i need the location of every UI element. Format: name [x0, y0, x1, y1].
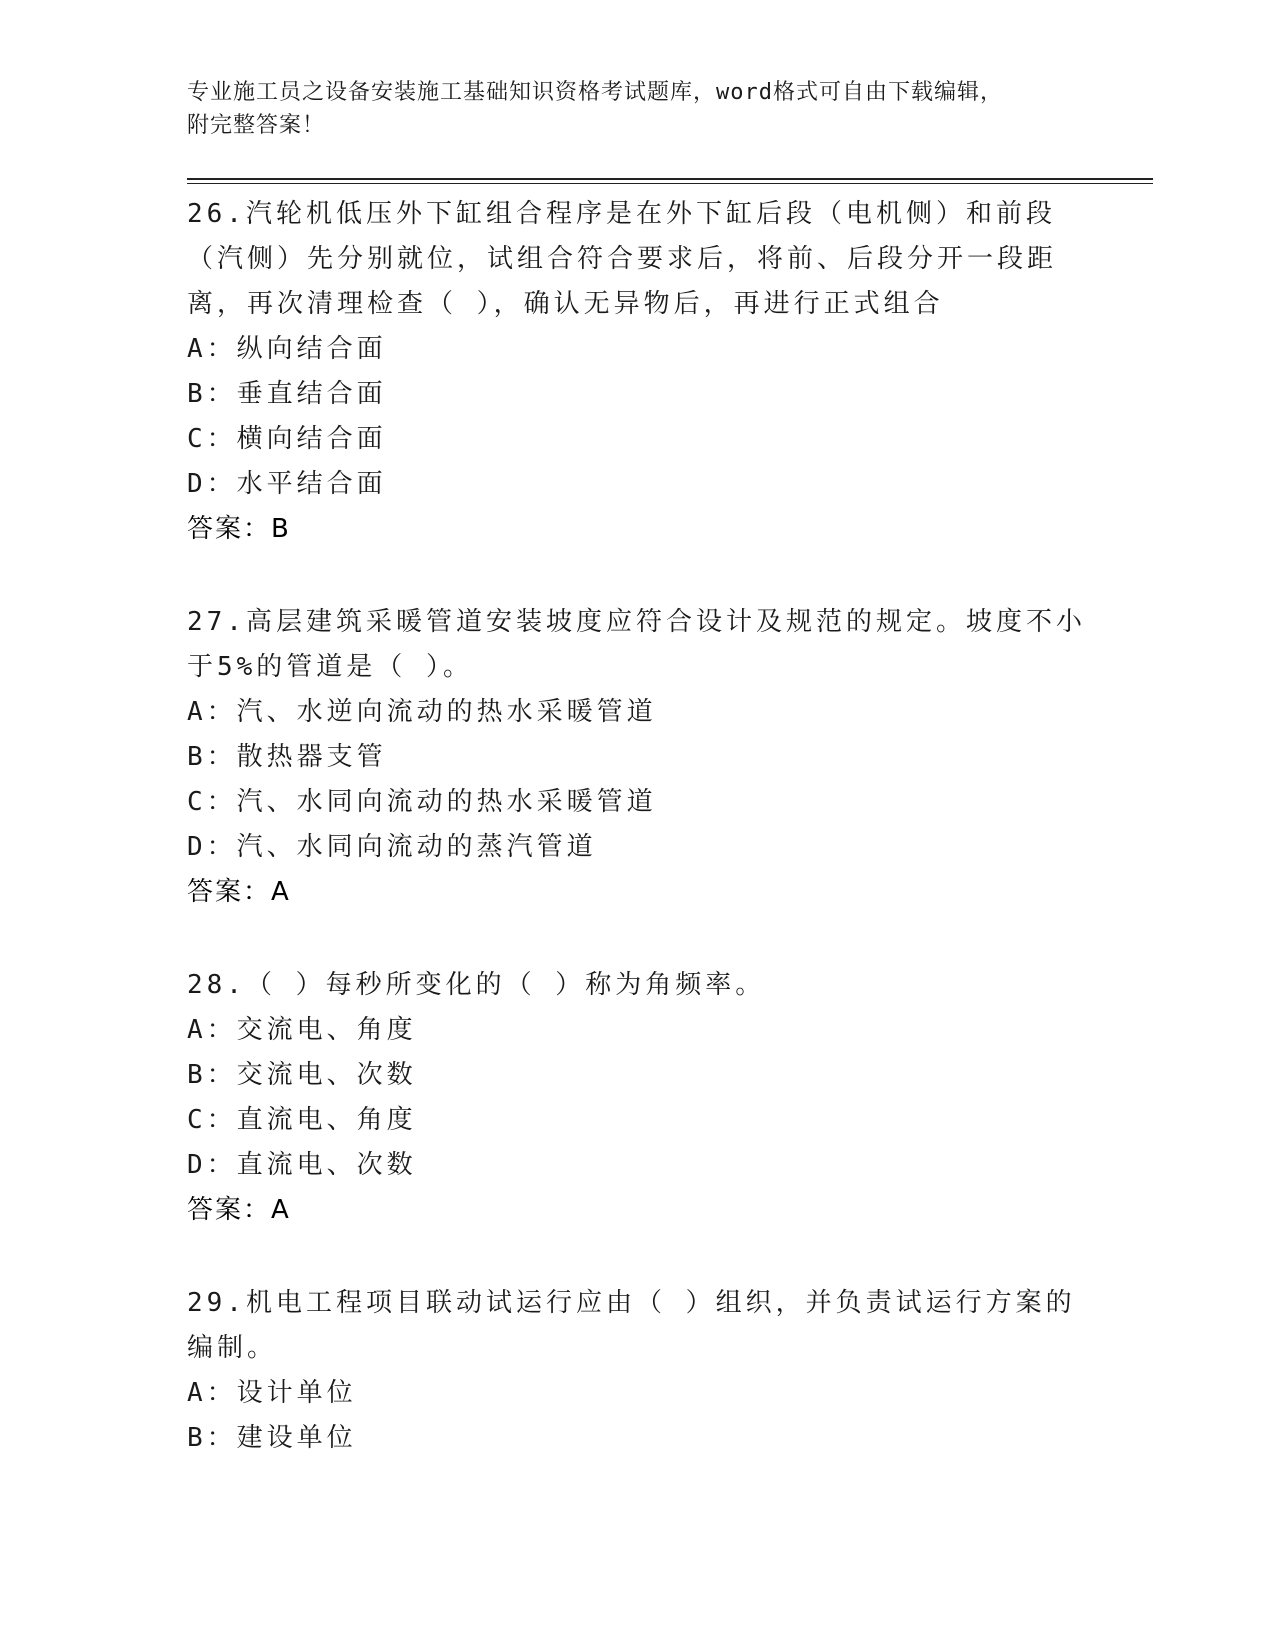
question-26	[187, 192, 1087, 552]
answer-label: 答案：A	[187, 1195, 291, 1225]
option-b: B：交流电、次数	[187, 1060, 417, 1090]
option-b: B：建设单位	[187, 1423, 357, 1453]
answer-label: 答案：B	[187, 514, 291, 544]
option-c: C：汽、水同向流动的热水采暖管道	[187, 787, 657, 817]
document-header	[187, 76, 1067, 142]
question-29	[187, 1281, 1087, 1461]
option-d: D：汽、水同向流动的蒸汽管道	[187, 832, 597, 862]
header-line-1: 专业施工员之设备安装施工基础知识资格考试题库，word格式可自由下载编辑，	[187, 80, 1003, 105]
question-stem: 27.高层建筑采暖管道安装坡度应符合设计及规范的规定。坡度不小于5%的管道是（ ）。	[187, 607, 1086, 682]
question-stem: 29.机电工程项目联动试运行应由（ ）组织，并负责试运行方案的编制。	[187, 1288, 1076, 1363]
option-a: A：纵向结合面	[187, 334, 387, 364]
question-28	[187, 963, 1087, 1233]
question-stem: 28.（ ）每秒所变化的（ ）称为角频率。	[187, 970, 766, 1000]
option-c: C：直流电、角度	[187, 1105, 417, 1135]
option-b: B：垂直结合面	[187, 379, 387, 409]
option-a: A：设计单位	[187, 1378, 357, 1408]
question-spacer	[187, 915, 1087, 963]
option-d: D：水平结合面	[187, 469, 387, 499]
option-a: A：汽、水逆向流动的热水采暖管道	[187, 697, 657, 727]
header-line-2: 附完整答案！	[187, 113, 326, 138]
header-divider-thin	[187, 183, 1153, 184]
option-b: B：散热器支管	[187, 742, 387, 772]
question-27	[187, 600, 1087, 915]
question-spacer	[187, 1233, 1087, 1281]
option-c: C：横向结合面	[187, 424, 387, 454]
question-list	[187, 192, 1087, 1461]
header-divider-thick	[187, 178, 1153, 180]
answer-label: 答案：A	[187, 877, 291, 907]
option-a: A：交流电、角度	[187, 1015, 417, 1045]
question-spacer	[187, 552, 1087, 600]
question-stem: 26.汽轮机低压外下缸组合程序是在外下缸后段（电机侧）和前段（汽侧）先分别就位，试组合符合要求后，将前、后段分开一段距离，再次清理检查（ ），确认无异物后，再进行正式组合	[187, 199, 1058, 319]
option-d: D：直流电、次数	[187, 1150, 417, 1180]
